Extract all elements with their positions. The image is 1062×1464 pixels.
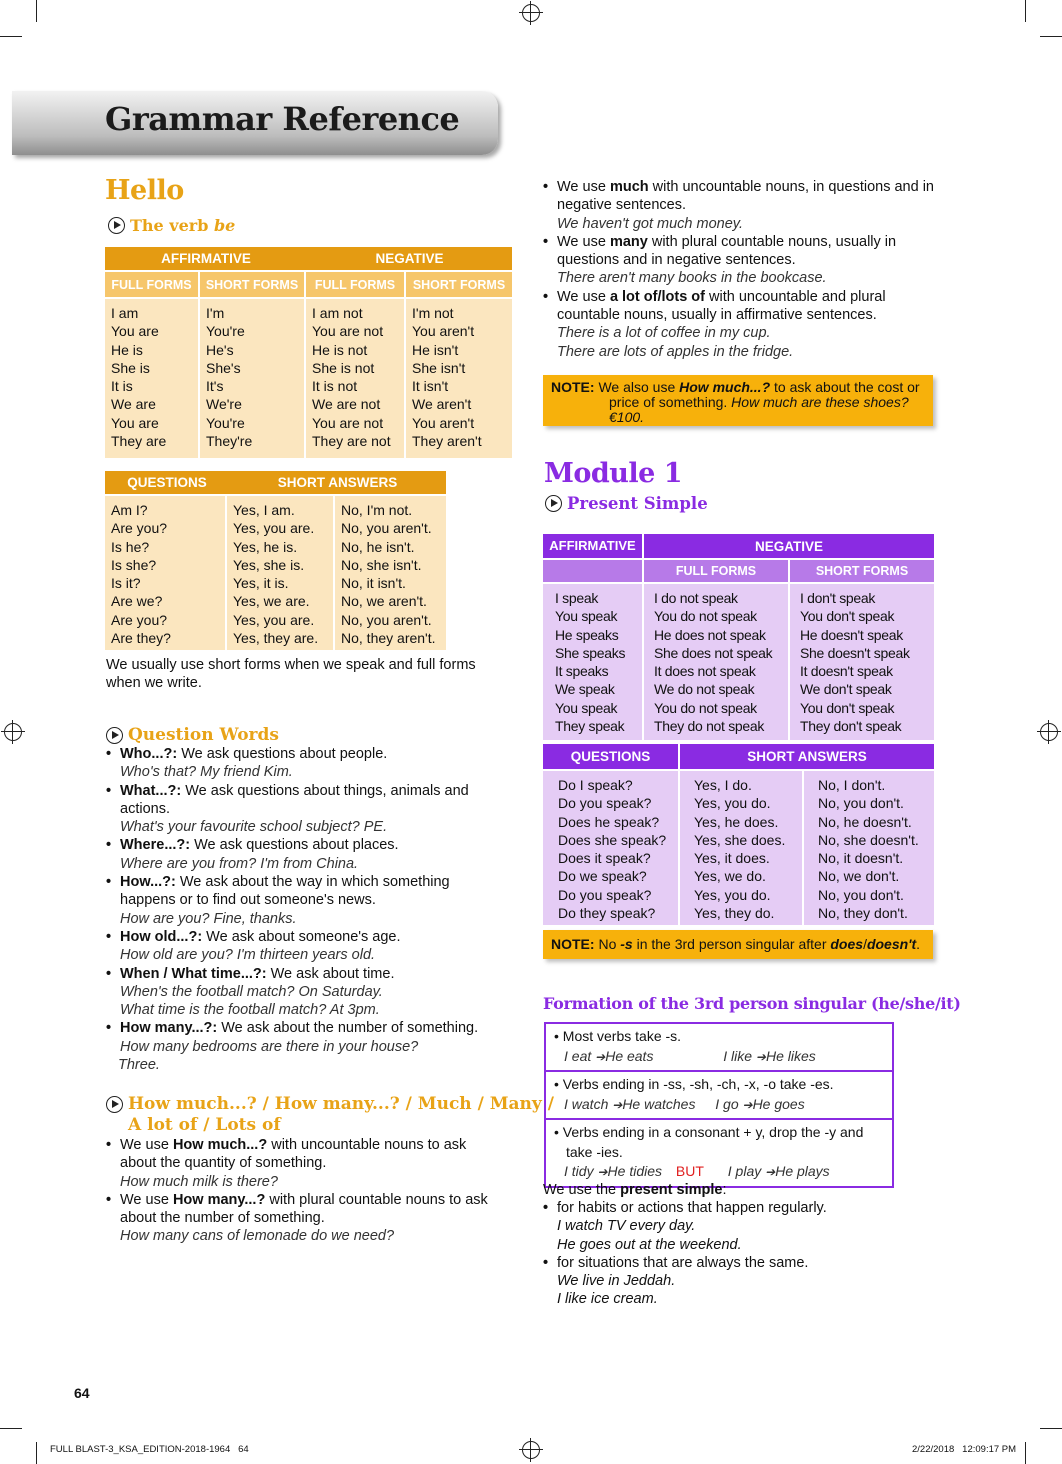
table-cell: No, it isn't. xyxy=(341,575,406,592)
table-cell: Yes, you do. xyxy=(694,886,771,903)
table-cell: She doesn't speak xyxy=(800,644,910,661)
note-does-doesnt: NOTE: No -s in the 3rd person singular after does/doesn't. xyxy=(543,930,933,959)
table-cell: They speak xyxy=(555,718,625,735)
table-cell: We don't speak xyxy=(800,681,892,698)
table-cell: I speak xyxy=(555,590,599,606)
table-cell: Do you speak? xyxy=(558,886,652,903)
table-cell: She's xyxy=(206,359,241,376)
table-cell: Yes, he is. xyxy=(233,538,298,555)
table-cell: Yes, I do. xyxy=(694,777,752,793)
table-cell: No, we aren't. xyxy=(341,593,427,610)
table-column xyxy=(680,771,804,925)
table-cell: We are not xyxy=(312,396,381,413)
table-cell: It doesn't speak xyxy=(800,663,893,680)
table-cell: No, you don't. xyxy=(818,795,904,812)
table-header-questions: QUESTIONS xyxy=(543,744,680,769)
list-item: • We use a lot of/lots of with uncountable and plural countable nouns, usually in affirmative sentences. There is a lot of coffee in my cup. There are lots of apples in the fridge. xyxy=(543,288,938,361)
table-cell: You speak xyxy=(555,699,618,716)
table-cell: Does she speak? xyxy=(558,831,667,848)
table-cell: No, he doesn't. xyxy=(818,813,912,830)
subsection-present-simple: Present Simple xyxy=(545,494,708,513)
question-words-list xyxy=(106,745,501,1074)
formation-rule: • Verbs ending in a consonant + y, drop the -y and take -ies. I tidy ➔He tidies BUT I play ➔He plays xyxy=(554,1124,864,1179)
much-many-list xyxy=(543,178,938,361)
table-cell: You don't speak xyxy=(800,608,895,625)
play-icon xyxy=(108,217,125,234)
table-column xyxy=(105,299,200,458)
table-cell: We aren't xyxy=(412,396,472,413)
file-slug: FULL BLAST-3_KSA_EDITION-2018-1964 64 xyxy=(50,1444,249,1455)
table-cell: No, I don't. xyxy=(818,777,886,793)
table-cell: She is xyxy=(111,359,150,376)
table-cell: Are you? xyxy=(111,611,168,628)
table-cell: It does not speak xyxy=(654,663,756,680)
table-cell: It is not xyxy=(312,378,358,395)
table-cell: He isn't xyxy=(412,341,459,358)
list-item: • We use many with plural countable nouns, usually in questions and in negative sentences. There aren't many books in the bookcase. xyxy=(543,233,938,288)
page-number: 64 xyxy=(74,1385,90,1401)
table-cell: Does it speak? xyxy=(558,850,651,867)
list-item: • We use How many...? with plural countable nouns to ask about the number of something. How many cans of lemonade do we need? xyxy=(106,1191,501,1246)
table-cell: Yes, she does. xyxy=(694,831,786,848)
table-column xyxy=(644,584,790,740)
table-column xyxy=(790,584,934,740)
subsection-how-much: How much...? / How many...? / Much / Many / A lot of / Lots of xyxy=(106,1094,554,1136)
list-item: • for situations that are always the same. We live in Jeddah. I like ice cream. xyxy=(543,1254,938,1309)
table-subheader: FULL FORMS xyxy=(105,272,200,297)
table-cell: You aren't xyxy=(412,414,475,431)
table-cell: You are not xyxy=(312,323,384,340)
table-cell: You don't speak xyxy=(800,699,895,716)
table-cell: He does not speak xyxy=(654,626,766,643)
table-cell: Is she? xyxy=(111,556,157,573)
table-cell: He speaks xyxy=(555,626,619,643)
but-label: BUT xyxy=(675,1163,704,1179)
list-item: • Who...?: We ask questions about people. Who's that? My friend Kim. xyxy=(106,745,501,782)
list-item: • When / What time...?: We ask about time. When's the football match? On Saturday. What time is the football match? At 3pm. xyxy=(106,965,501,1020)
table-cell: It speaks xyxy=(555,663,609,680)
table-cell: You do not speak xyxy=(654,608,757,625)
table-column xyxy=(227,496,335,650)
section-title-hello: Hello xyxy=(105,175,184,206)
table-column xyxy=(306,299,406,458)
table-cell: You are not xyxy=(312,414,384,431)
table-header-questions: QUESTIONS xyxy=(127,475,207,490)
table-questions-be xyxy=(105,471,446,650)
crop-mark xyxy=(1025,1442,1026,1464)
list-item: • What...?: We ask questions about things, animals and actions. What's your favourite school subject? PE. xyxy=(106,782,501,837)
table-cell: They don't speak xyxy=(800,718,902,735)
crop-mark xyxy=(1040,1428,1062,1429)
table-cell: Yes, they do. xyxy=(694,905,775,922)
table-cell: No, you aren't. xyxy=(341,611,432,628)
table-cell: No, he isn't. xyxy=(341,538,415,555)
page-title: Grammar Reference xyxy=(105,100,460,138)
note-how-much: NOTE: We also use How much...? to ask about the cost or price of something. How much are these shoes? €100. xyxy=(543,375,933,426)
table-column xyxy=(406,299,512,458)
table-cell: I am not xyxy=(312,305,363,321)
table-cell: I'm not xyxy=(412,305,454,321)
table-cell: We are xyxy=(111,396,156,413)
table-cell: No, I'm not. xyxy=(341,502,413,518)
table-cell: Are you? xyxy=(111,520,168,537)
table-cell: Are we? xyxy=(111,593,163,610)
arrow-right-icon: ➔ xyxy=(597,1165,608,1179)
crop-mark xyxy=(0,36,22,37)
table-column xyxy=(804,771,934,925)
print-datetime: 2/22/2018 12:09:17 PM xyxy=(912,1444,1017,1455)
list-item: • How...?: We ask about the way in which something happens or to find out someone's news. How are you? Fine, thanks. xyxy=(106,873,501,928)
arrow-right-icon: ➔ xyxy=(755,1049,766,1064)
table-cell: They are not xyxy=(312,433,391,450)
list-item: • We use much with uncountable nouns, in questions and in negative sentences. We haven't got much money. xyxy=(543,178,938,233)
table-cell: They're xyxy=(206,433,253,450)
table-header-negative: NEGATIVE xyxy=(375,251,444,266)
table-cell: No, it doesn't. xyxy=(818,850,904,867)
formation-rule: • Verbs ending in -ss, -sh, -ch, -x, -o take -es. I watch ➔He watches I go ➔He goes xyxy=(546,1072,892,1120)
registration-mark-icon xyxy=(4,723,22,741)
use-intro: We use the present simple: xyxy=(543,1182,727,1198)
table-cell: Yes, he does. xyxy=(694,813,779,830)
table-present-simple xyxy=(543,534,934,740)
table-cell: Do we speak? xyxy=(558,868,647,885)
table-cell: They do not speak xyxy=(654,718,765,735)
formation-title: Formation of the 3rd person singular (he/she/it) xyxy=(543,994,961,1013)
table-cell: He doesn't speak xyxy=(800,626,903,643)
formation-rule: • Most verbs take -s. I eat ➔He eats I like ➔He likes xyxy=(546,1024,892,1072)
list-item: • How old...?: We ask about someone's age. How old are you? I'm thirteen years old. xyxy=(106,928,501,965)
table-cell: No, you don't. xyxy=(818,886,904,903)
crop-mark xyxy=(36,1442,37,1464)
table-cell: She speaks xyxy=(555,644,626,661)
table-cell: No, she isn't. xyxy=(341,556,422,573)
registration-mark-icon xyxy=(522,1441,540,1459)
formation-box xyxy=(544,1022,894,1188)
crop-mark xyxy=(1025,0,1026,22)
table-column xyxy=(335,496,446,650)
table-cell: You are xyxy=(111,414,159,431)
table-cell: No, they aren't. xyxy=(341,630,436,647)
table-subheader: SHORT FORMS xyxy=(412,277,506,292)
table-column xyxy=(543,771,680,925)
table-cell: I don't speak xyxy=(800,590,876,606)
table-cell: Do I speak? xyxy=(558,777,633,793)
table-cell: No, we don't. xyxy=(818,868,900,885)
table-header-short-answers: SHORT ANSWERS xyxy=(277,475,398,490)
table-cell: Yes, we do. xyxy=(694,868,766,885)
table-cell: You're xyxy=(206,414,245,431)
table-cell: I do not speak xyxy=(654,590,738,606)
table-cell: Do they speak? xyxy=(558,905,656,922)
registration-mark-icon xyxy=(522,4,540,22)
table-cell: He is not xyxy=(312,341,368,358)
table-cell: Yes, I am. xyxy=(233,502,295,518)
table-cell: She is not xyxy=(312,359,375,376)
subsection-verb-be: The verb be xyxy=(108,216,235,235)
table-cell: We do not speak xyxy=(654,681,755,698)
section-title-module-1: Module 1 xyxy=(544,458,683,489)
arrow-right-icon: ➔ xyxy=(765,1165,776,1179)
arrow-right-icon: ➔ xyxy=(595,1049,606,1064)
table-cell: Is it? xyxy=(111,575,141,592)
play-icon xyxy=(106,1096,123,1113)
arrow-right-icon: ➔ xyxy=(612,1097,623,1112)
table-cell: Does he speak? xyxy=(558,813,660,830)
table-cell: Yes, you do. xyxy=(694,795,771,812)
table-cell: Yes, it does. xyxy=(694,850,770,867)
table-header-negative: NEGATIVE xyxy=(754,538,823,554)
table-cell: It is xyxy=(111,378,133,395)
list-item: • How many...?: We ask about the number of something. How many bedrooms are there in your house? Three. xyxy=(106,1019,501,1074)
table-subheader: SHORT FORMS xyxy=(200,272,306,297)
table-column xyxy=(543,584,644,740)
table-cell: Yes, they are. xyxy=(233,630,319,647)
subsection-question-words: Question Words xyxy=(106,725,279,745)
table-cell: Yes, you are. xyxy=(233,520,315,537)
table-verb-be xyxy=(105,247,512,458)
table-cell: I'm xyxy=(206,305,225,321)
table-cell: Am I? xyxy=(111,502,148,518)
table-cell: We're xyxy=(206,396,242,413)
table-cell: Yes, it is. xyxy=(233,575,289,592)
table-cell: We speak xyxy=(555,681,615,698)
table-cell: It isn't xyxy=(412,378,449,395)
table-cell: You do not speak xyxy=(654,699,757,716)
table-subheader: SHORT FORMS xyxy=(815,564,909,578)
table-cell: He's xyxy=(206,341,234,358)
table-cell: He is xyxy=(111,341,143,358)
play-icon xyxy=(106,727,123,744)
table-cell: No, they don't. xyxy=(818,905,908,922)
table-cell: Do you speak? xyxy=(558,795,652,812)
table-cell: Are they? xyxy=(111,630,171,647)
table-cell: It's xyxy=(206,378,224,395)
table-cell: You aren't xyxy=(412,323,475,340)
table-header-affirmative: AFFIRMATIVE xyxy=(161,251,251,266)
table-cell: Is he? xyxy=(111,538,150,555)
table-column xyxy=(200,299,306,458)
play-icon xyxy=(545,495,562,512)
table-subheader: FULL FORMS xyxy=(644,560,790,582)
table-cell: She does not speak xyxy=(654,644,773,661)
table-cell: Yes, she is. xyxy=(233,556,305,573)
table-cell: Yes, you are. xyxy=(233,611,315,628)
table-cell: Yes, we are. xyxy=(233,593,310,610)
table-cell: I am xyxy=(111,305,139,321)
table-cell: No, she doesn't. xyxy=(818,831,919,848)
list-item: • for habits or actions that happen regularly. I watch TV every day. He goes out at the weekend. xyxy=(543,1199,938,1254)
arrow-right-icon: ➔ xyxy=(742,1097,753,1112)
crop-mark xyxy=(1040,36,1062,37)
table-cell: They are xyxy=(111,433,167,450)
list-item: • Where...?: We ask questions about places. Where are you from? I'm from China. xyxy=(106,836,501,873)
table-subheader: FULL FORMS xyxy=(306,272,406,297)
table-cell: They aren't xyxy=(412,433,482,450)
table-cell: No, you aren't. xyxy=(341,520,432,537)
crop-mark xyxy=(36,0,37,22)
usage-note: We usually use short forms when we speak and full forms when we write. xyxy=(106,657,476,692)
table-present-simple-questions xyxy=(543,744,934,925)
crop-mark xyxy=(0,1428,22,1429)
table-cell: You're xyxy=(206,323,245,340)
table-header-affirmative: AFFIRMATIVE xyxy=(543,534,644,558)
table-column xyxy=(105,496,227,650)
registration-mark-icon xyxy=(1040,723,1058,741)
how-much-list xyxy=(106,1136,501,1246)
table-cell: You speak xyxy=(555,608,618,625)
table-cell: She isn't xyxy=(412,359,466,376)
table-header-short-answers: SHORT ANSWERS xyxy=(747,749,867,764)
list-item: • We use How much...? with uncountable nouns to ask about the quantity of something. How much milk is there? xyxy=(106,1136,501,1191)
table-cell: You are xyxy=(111,323,159,340)
use-list xyxy=(543,1199,938,1309)
